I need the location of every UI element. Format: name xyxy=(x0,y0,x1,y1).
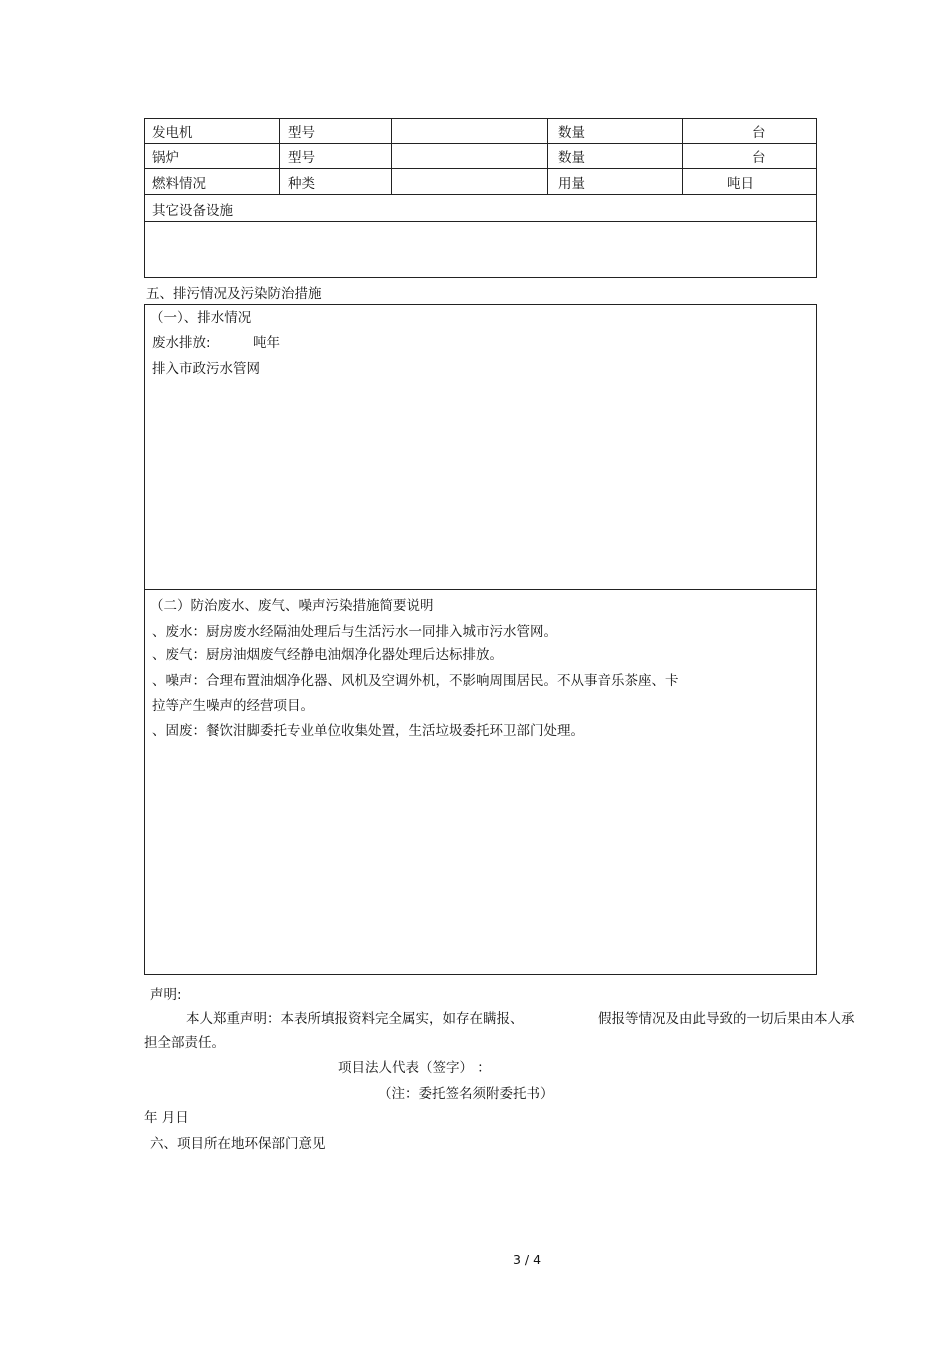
section6-title: 六、项目所在地环保部门意见 xyxy=(150,1136,326,1152)
table-divider xyxy=(144,168,817,169)
table-cell-value: 台 xyxy=(752,150,766,166)
table-divider xyxy=(547,118,548,194)
section5-title: 五、排污情况及污染防治措施 xyxy=(146,286,322,302)
signature-line: 项目法人代表（签字） ： xyxy=(338,1060,491,1076)
table-cell-field: 型号 xyxy=(288,125,315,141)
table-divider xyxy=(391,118,392,194)
page-number: 3 / 4 xyxy=(513,1252,542,1267)
measure-line: 拉等产生噪声的经营项目。 xyxy=(152,698,314,714)
table-cell-field: 型号 xyxy=(288,150,315,166)
declaration-text: 本人郑重声明：本表所填报资料完全属实，如存在瞒报、 xyxy=(186,1011,524,1027)
measure-line: 、废气：厨房油烟废气经静电油烟净化器处理后达标排放。 xyxy=(152,647,503,663)
table-cell-field: 种类 xyxy=(288,176,315,192)
table-cell-field: 数量 xyxy=(558,125,585,141)
drainage-box xyxy=(144,304,817,590)
table-divider xyxy=(279,118,280,194)
declaration-text: 担全部责任。 xyxy=(144,1035,225,1051)
table-cell-field: 数量 xyxy=(558,150,585,166)
drainage-destination: 排入市政污水管网 xyxy=(152,361,260,377)
declaration-text: 假报等情况及由此导致的一切后果由本人承 xyxy=(598,1011,855,1027)
table-cell-field: 用量 xyxy=(558,176,585,192)
table-cell-item: 燃料情况 xyxy=(152,176,206,192)
declaration-label: 声明: xyxy=(150,987,182,1003)
table-cell-value: 吨日 xyxy=(727,176,754,192)
wastewater-unit: 吨年 xyxy=(253,335,280,351)
table-divider xyxy=(682,118,683,194)
measures-title: （二）防治废水、废气、噪声污染措施简要说明 xyxy=(150,598,434,614)
table-divider xyxy=(144,194,817,195)
other-facilities-label: 其它设备设施 xyxy=(152,203,233,219)
measure-line: 、噪声：合理布置油烟净化器、风机及空调外机，不影响周围居民。不从事音乐茶座、卡 xyxy=(152,673,679,689)
table-divider xyxy=(144,221,817,222)
table-cell-item: 锅炉 xyxy=(152,150,179,166)
table-cell-value: 台 xyxy=(752,125,766,141)
drainage-title: （一）、排水情况 xyxy=(150,310,252,326)
table-cell-item: 发电机 xyxy=(152,125,193,141)
date-line: 年 月日 xyxy=(144,1110,189,1126)
table-divider xyxy=(144,143,817,144)
measure-line: 、固废：餐饮泔脚委托专业单位收集处置，生活垃圾委托环卫部门处理。 xyxy=(152,723,584,739)
equipment-table xyxy=(144,118,817,278)
signature-note: （注：委托签名须附委托书） xyxy=(378,1086,554,1102)
measure-line: 、废水：厨房废水经隔油处理后与生活污水一同排入城市污水管网。 xyxy=(152,624,557,640)
wastewater-label: 废水排放: xyxy=(152,335,211,351)
